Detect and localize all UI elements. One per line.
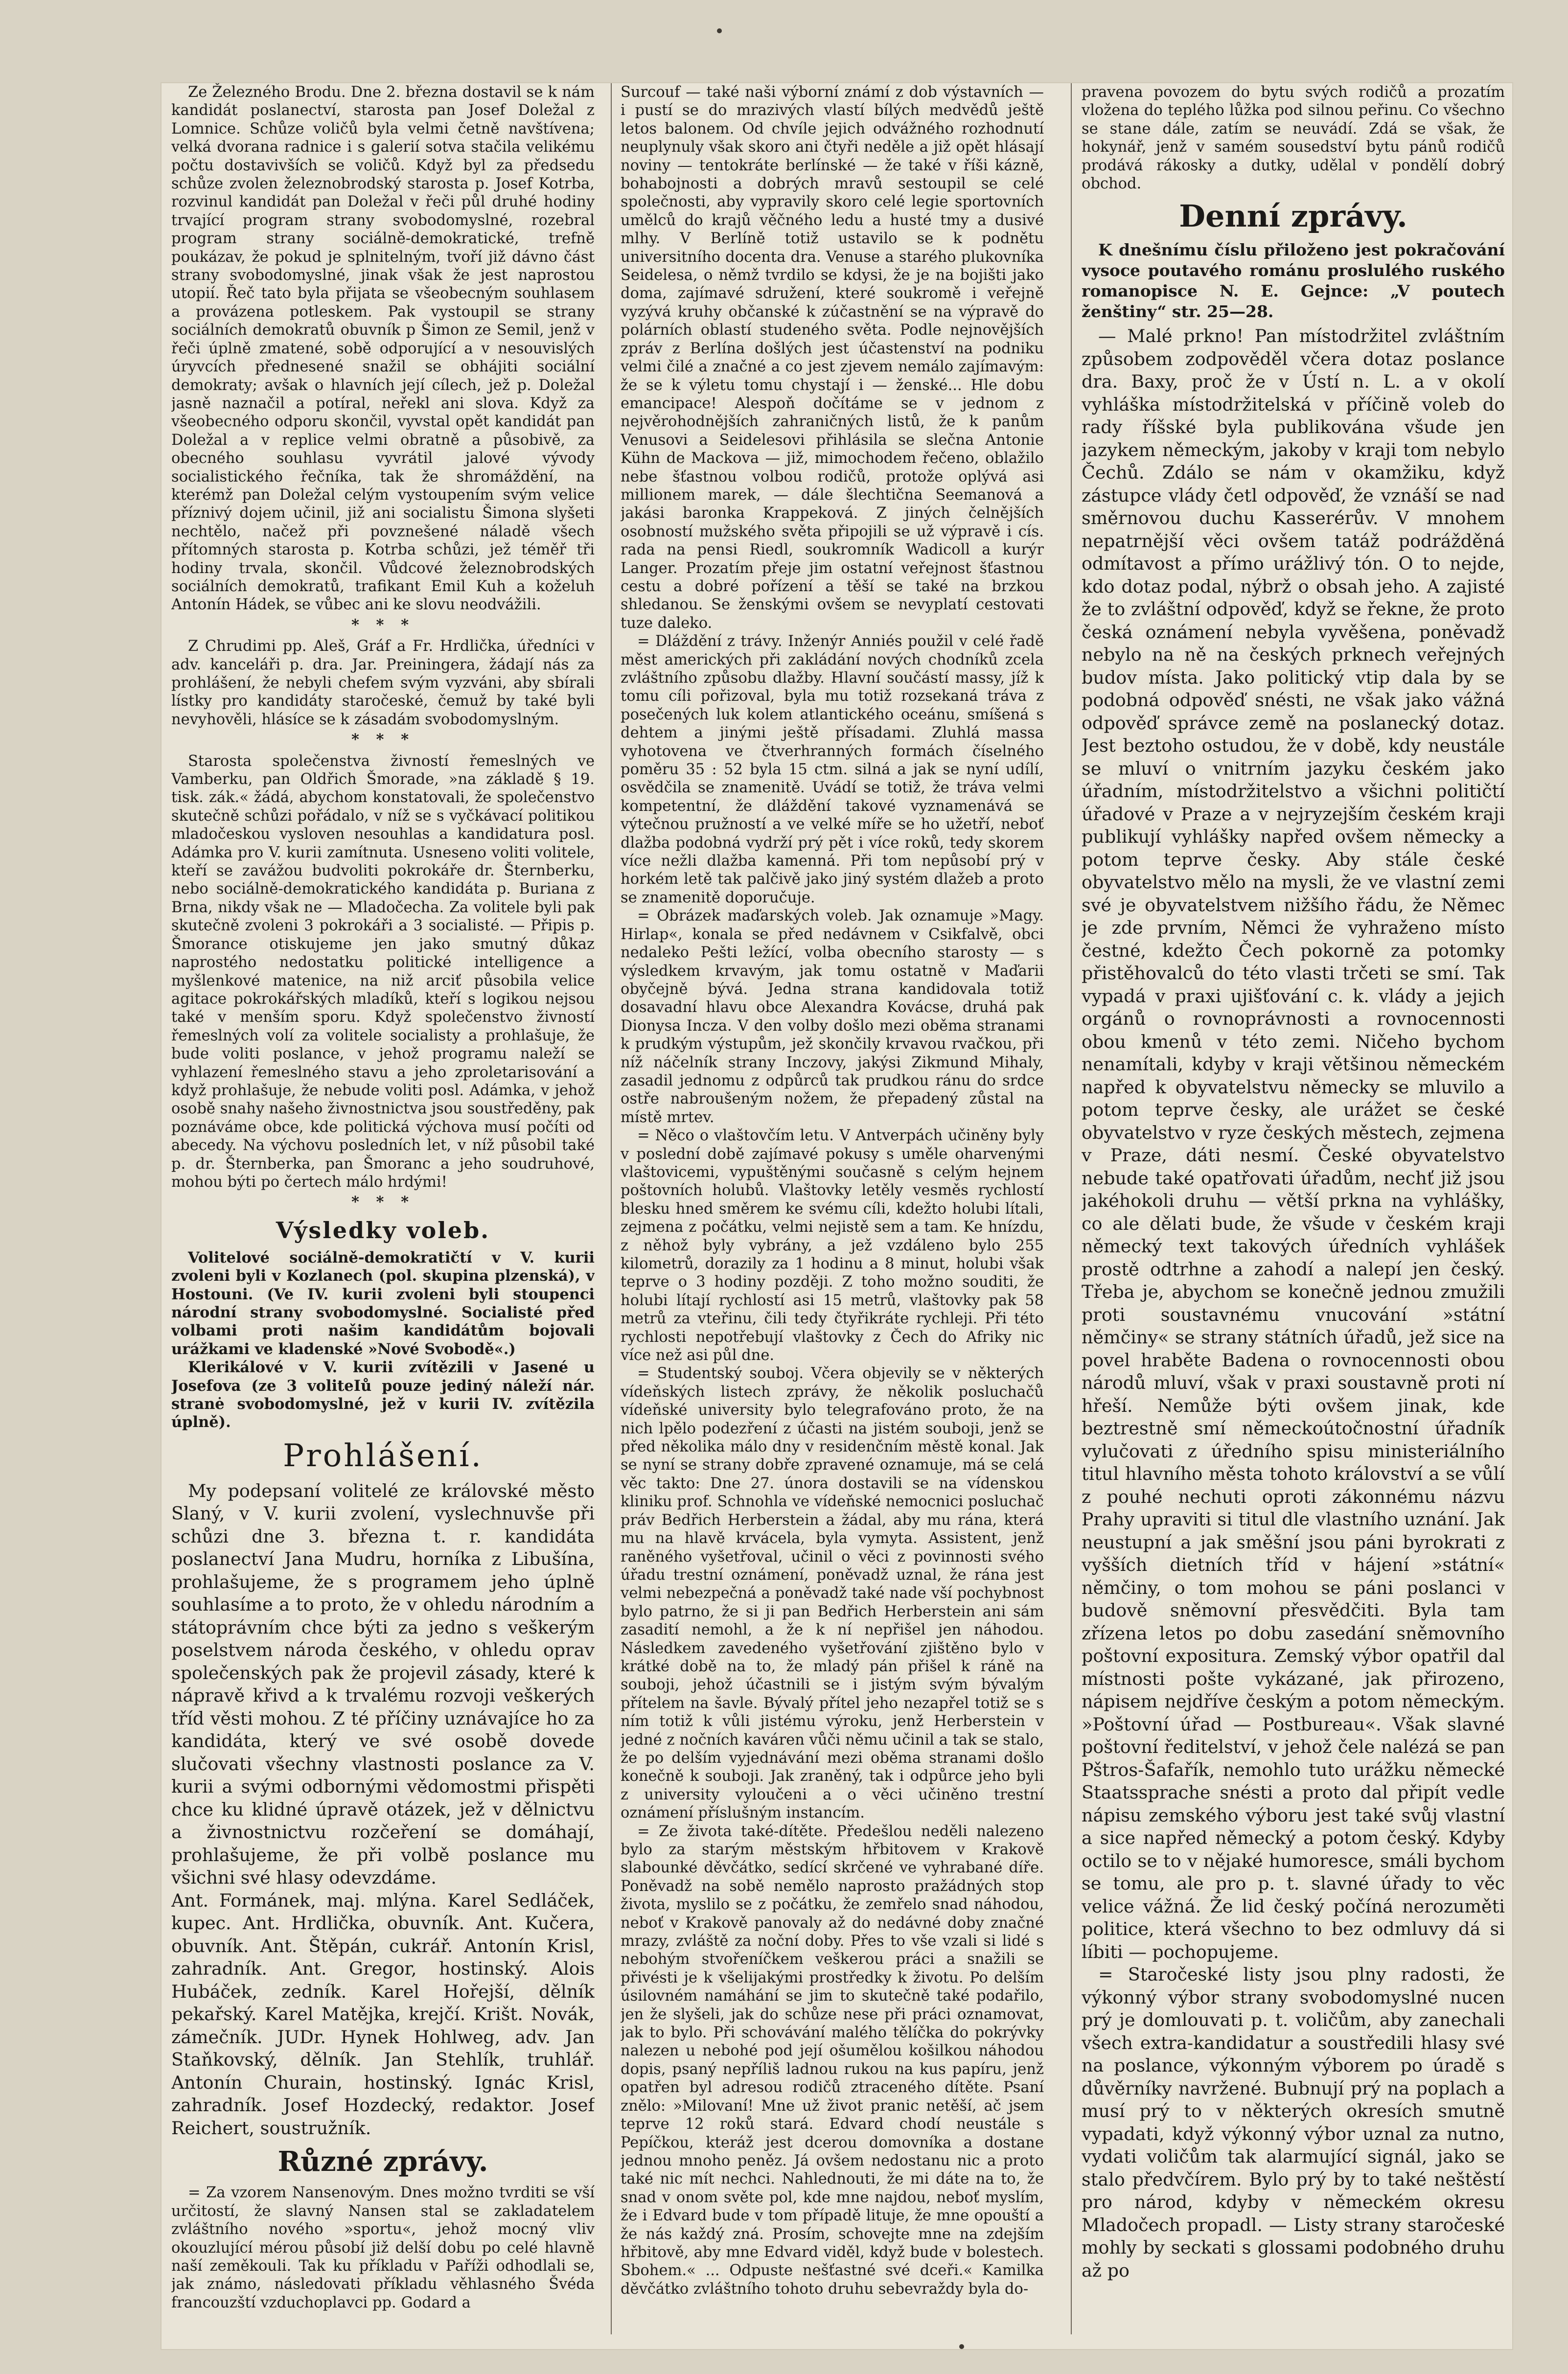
section-heading: Prohlášení.	[283, 1437, 483, 1474]
article-paragraph: = Za vzorem Nansenovým. Dnes možno tvrditi se vší určitostí, že slavný Nansen stal se zakladatelem zvláštního nového »sportu«, jehož mocný vliv okouzlující mérou působí již delší dobu po celé hlavně naší zeměkouli. Tak ku příkladu v Paříži odhodlali se, jak známo, následovati příkladu věhlasného Švéda francouzští vzduchoplavci pp. Godard a	[171, 2184, 595, 2311]
article-paragraph: Ze Železného Brodu. Dne 2. března dostavil se k nám kandidát poslanectví, starosta pan Josef Doležal z Lomnice. Schůze voličů byla velmi četně navštívena; velká dvorana radnice i s galerií sotva stačila velikému počtu dostavivších se voličů. Když byl za předsedu schůze zvolen železnobrodský starosta p. Josef Kotrba, rozvinul kandidát pan Doležal v řeči půl druhé hodiny trvající program strany svobodomyslné, rozebral program strany sociálně-demokratické, trefně poukázav, že pokud je splnitelným, tvoří již dávno část strany svobodomyslné, jinak však že jest naprostou utopií. Řeč tato byla přijata se všeobecným souhlasem a provázena potleskem. Pak vystoupil se strany sociálních demokratů obuvník p Šimon ze Semil, jenž v řeči úplně zmatené, sobě odporující a v nesouvislých úryvcích přednesené snažil se obhájiti sociální demokraty; avšak o hlavních její cílech, jež p. Doležal jasně naznačil a potíral, neřekl ani slova. Když za všeobecného odporu skončil, vyvstal opět kandidát pan Doležal a v replice velmi obratně a působivě, za obecného souhlasu vyvrátil jalové vývody socialistického řečníka, tak že shromáždění, na kterémž pan Doležal celým vystoupením svým velice příznivý dojem učinil, již ani socialistu Šimona slyšeti nechtělo, načež při povznešené náladě všech přítomných starosta p. Kotrba schůzi, jež téměř tři hodiny trvala, skončil. Vůdcové železnobrodských sociálních demokratů, trafikant Emil Kuh a koželuh Antonín Hádek, se vůbec ani ke slovu neodvážili.	[171, 84, 595, 614]
article-paragraph: Surcouf — také naši výborní známí z dob výstavních — i pustí se do mrazivých vlastí bílých medvědů ještě letos balonem. Od chvíle jejich odvážného rozhodnutí neuplynuly však skoro ani čtyři neděle a již opět hlásají noviny — tentokráte berlínské — že také v říši kázně, bohabojnosti a dobrých mravů sestoupil se celé společnosti, aby vypravily skoro celé legie sportovních umělců do krajů věčného ledu a husté tmy a dusivé mlhy. V Berlíně totiž ustavilo se k podnětu universitního docenta dra. Venuse a starého plukovníka Seidelesa, o němž tvrdilo se kdysi, že je na bojišti jako doma, zajímavé sdružení, které soukromě i veřejně vyzývá kruhy občanské k zúčastnění se na výpravě do polárních oblastí studeného světa. Podle nejnovějších zpráv z Berlína došlých jest účastenství na podniku velmi čilé a značné a co jest zjevem nemálo zajímavým: že se k výletu tomu chystají i — ženské... Hle dobu emancipace! Alespoň dočítáme se v jednom z nejvěrohodnějších zahraničných listů, že k panům Venusovi a Seidelesovi přihlásila se slečna Antonie Kühn de Mackova — již, mimochodem řečeno, oblažilo nebe šťastnou volbou rodičů, protože oplývá asi millionem marek, — dále šlechtična Seemanová a jakási baronka Krappeková. Z jiných čelnějších osobností mužského světa připojili se už výpravě i cís. rada na pensi Riedl, soukromník Wadicoll a kurýr Langer. Prozatím přeje jim ostatní veřejnost šťastnou cestu a dobré pořízení a těší se také na brzkou shledanou. Se ženskými ovšem se nevyplatí cestovati tuze daleko.	[621, 84, 1044, 632]
article-paragraph: Starosta společenstva živností řemeslných ve Vamberku, pan Oldřich Šmorade, »na základě § 19. tisk. zák.« žádá, abychom konstatovali, že společenstvo skutečně schůzi pořádalo, v níž se s vyčkávací politikou mladočeskou vysloven nesouhlas a kandidatura posl. Adámka pro V. kurii zamítnuta. Usneseno voliti volitele, kteří se zavážou budvoliti pokrokáře dr. Šternberku, nebo sociálně-demokratického kandidáta p. Buriana z Brna, nikdy však ne — Mladočecha. Za volitele byli pak skutečně zvoleni 3 pokrokáři a 3 socialisté. — Připis p. Šmorance otiskujeme jen jako smutný důkaz naprostého nedostatku politické intelligence a myšlenkové matenice, na niž arciť působila velice agitace pokrokářských mladíků, kteří s logikou nejsou také v menším sporu. Když společenstvo živností řemeslných volí za volitele socialisty a prohlašuje, že bude voliti poslance, v jehož programu naleží se vyhlazení řemeslného stavu a jeho zproletarisování a když prohlašuje, že nebude voliti posl. Adámka, v jehož osobě snahy našeho živnostnictva jsou soustředěny, pak poznáváme obce, kde politická výchova musí počíti od abecedy. Na výchovu posledních let, v níž působil také p. dr. Šternberka, pan Šmoranc a jeho soudruhové, mohou býti po čertech málo hrdými!	[171, 752, 595, 1191]
article-paragraph: = Staročeské listy jsou plny radosti, že výkonný výbor strany svobodomyslné nucen prý je domlouvati p. t. voličům, aby zanechali všech extra-kandidatur a soustředili hlasy své na poslance, výkonným výborem po úradě s důvěrníky navržené. Bubnují prý na poplach a musí prý to v některých okresích smutně vypadati, když výkonný výbor uznal za nutno, vydati voličům tak alarmující signál, jako se stalo předvčírem. Bylo prý by to také neštěstí pro národ, kdyby v německém okresu Mladočech propadl. — Listy strany staročeské mohly by seckati s glossami podobného druhu až po	[1082, 1964, 1505, 2281]
section-heading: Výsledky voleb.	[276, 1217, 490, 1244]
column-divider	[1071, 83, 1072, 2334]
supplement-notice: K dnešnímu číslu přiloženo jest pokračování vysoce poutavého románu proslulého ruského romanopisce N. E. Gejnce: „V poutech ženštiny“ str. 25—28.	[1082, 240, 1505, 322]
article-paragraph: = Obrázek maďarských voleb. Jak oznamuje »Magy. Hirlap«, konala se před nedávnem v Csikfalvě, obci nedaleko Pešti ležící, volba obecního starosty — s výsledkem krvavým, jak tomu ostatně v Maďarii obyčejně bývá. Jedna strana kandidovala totiž dosavadní hlavu obce Alexandra Kovácse, druhá pak Dionysa Incza. V den volby došlo mezi oběma stranami k prudkým výstupům, jež skončily krvavou rvačkou, při níž náčelník strany Inczovy, jakýsi Zikmund Mihaly, zasadil jednomu z odpůrců tak prudkou ránu do srdce ostře nabroušeným nožem, že přepadený zůstal na místě mrtev.	[621, 907, 1044, 1126]
column-3	[1082, 83, 1505, 2334]
section-separator: * * *	[351, 616, 415, 634]
article-paragraph: Klerikálové v V. kurii zvítězili v Jasené u Josefova (ze 3 voliteIů pouze jediný náleží nár. stranė svobodomyslné, jež v kurii IV. zvítězila úplně).	[171, 1359, 595, 1431]
section-separator: * * *	[351, 1193, 415, 1211]
article-paragraph: My podepsaní volitelé ze královské město Slaný, v V. kurii zvolení, vyslechnuvše při schůzi dne 3. března t. r. kandidáta poslanectví Jana Mudru, horníka z Libušína, prohlašujeme, že s programem jeho úplně souhlasíme a to proto, že v ohledu národním a státoprávním chce býti za jedno s veškerým poselstvem národa českého, v ohledu oprav společenských pak že projevil zásady, které k nápravě křivd a k trvalému rozvoji veškerých tříd věsti mohou. Z té příčiny uznávajíce ho za kandidáta, který ve své osobě dovede slučovati všechny vlastnosti poslance za V. kurii a svými odbornými vědomostmi přispěti chce ku klidné úpravě otázek, jež v dělnictvu a živnostnictvu rozčeření se domáhají, prohlašujeme, že při volbě poslance mu všichni své hlasy odevzdáme.	[171, 1480, 595, 1889]
columns	[161, 83, 1512, 2334]
page-top-dot	[717, 28, 722, 33]
article-paragraph: = Ze života také-dítěte. Předešlou neděli nalezeno bylo za starým městským hřbitovem v Krakově slabounké děvčátko, sedící skrčené ve vyhrabané díře. Poněvadž na sobě nemělo naprosto pražádných stop života, myslilo se z počátku, že zemřelo snad náhodou, neboť v Krakově panovaly až do nedávné doby značné mrazy, zvláště za noční doby. Přes to vše vzali si lidé s nebohým stvořeníčkem veškerou práci a snažili se přivésti je k všelijakými prostředky k životu. Po delším úsilovném namáhání se jim to skutečně také podařilo, jen že slyšeli, jak do schůze nese při práci oznamovat, jak to bylo. Při schovávání malého tělíčka do pokrývky nalezen u nebohé pod její ošumělou košilkou náhodou dopis, psaný nepříliš ladnou rukou na kus papíru, jenž opatřen byl adresou rodičů ztraceného dítěte. Psaní znělo: »Milovaní! Mne už život pranic netěší, ač jsem teprve 12 roků stará. Edvard chodí neustále s Pepíčkou, kteráž jest dcerou domovníka a dostane jednou mnoho peněz. Já ovšem nedostanu nic a proto také nic mít nechci. Nahlednouti, že mi dáte na to, že snad v onom světe pol, kde mne najdou, neboť myslím, že i Edvard bude v tom případě lituje, že mne opouští a že nás každý zná. Prosím, schovejte mne na zdejším hřbitově, aby mne Edvard viděl, když bude v bolestech. Sbohem.« ... Odpuste nešťastné své dceři.« Kamilka děvčátko zvláštního tohoto druhu sebevraždy byla do-	[621, 1822, 1044, 2298]
article-paragraph: = Studentský souboj. Včera objevily se v některých vídeňských listech zprávy, že několik posluchačů vídeňské university bylo telegrafováno proto, že na nich lpělo podezření z účasti na jistém souboji, jenž se před několika málo dny v residenčním městě konal. Jak se nyní se strany dobře zpravené oznamuje, má se celá věc takto: Dne 27. února dostavili se na vídenskou kliniku prof. Schnohla ve vídeňské nemocnici posluchač práv Bedřich Herberstein a žádal, aby mu rána, která mu na hlavě krvácela, byla vymyta. Assistent, jenž raněného vyšetřoval, učinil o věci z povinnosti svého úřadu trestní oznámení, poněvadž uznal, že rána jest velmi nebezpečná a poněvadž také nade vší pochybnost bylo patrno, že si ji pan Bedřich Herberstein ani sám zasadití nemohl, a že k ní nepřišel jen náhodou. Následkem zavedeného vyšetřování zjištěno bylo v krátké době na to, že mladý pán přišel k ráně na souboji, jehož účastnili se i jistým svým bývalým přítelem na šavle. Bývalý přítel jeho nezapřel totiž se s ním totiž k vůli jistému výroku, jenž Herberstein v jedné z nočních kaváren vůči němu učinil a tak se stalo, že po delším vyjednávání mezi oběma stranami došlo konečně k souboji. Jak zraněný, tak i odpůrce jeho byli z university vyloučeni a o věci učiněno trestní oznámení příslušným instancím.	[621, 1365, 1044, 1822]
column-1	[171, 83, 595, 2334]
section-heading: Denní zprávy.	[1179, 198, 1407, 234]
article-paragraph: Z Chrudimi pp. Aleš, Gráf a Fr. Hrdlička, úředníci v adv. kanceláři p. dra. Jar. Preiningera, žádají nás za prohlášení, že nebyli chefem svým vyzváni, aby sbírali lístky pro kandidáty staročeské, čemuž by také byli nevyhověli, hlásíce se k zásadám svobodomyslným.	[171, 638, 595, 728]
section-heading: Různé zprávy.	[277, 2145, 488, 2178]
column-divider	[611, 83, 612, 2334]
section-separator: * * *	[351, 731, 415, 749]
article-paragraph: = Dláždění z trávy. Inženýr Anniés použil v celé řadě měst amerických při zakládání nových chodníků zcela zvláštního způsobu dlažby. Hlavní součástí massy, jíž k tomu cíli pořizoval, byla mu totiž rozsekaná tráva z posečených luk kolem atlantického oceánu, smíšená s dehtem a jinými ještě přísadami. Zluhlá massa vyhotovena ve čtverhranných formách číselného poměru 35 : 52 byla 15 ctm. silná a jak se nyní udílí, osvědčila se znamenitě. Uvádí se totiž, že tráva velmi kompetentní, že dláždění takové vyznamenává se výtečnou pružností a ve velké míře se ho užetří, neboť dlažba podobná vydrží prý pět i více roků, tedy skorem více nežli dlažba kamenná. Při tom nepůsobí prý v horkém letě tak palčivě jako jiný systém dlažeb a proto se znamenitě doporučuje.	[621, 633, 1044, 906]
column-2	[621, 83, 1044, 2334]
article-paragraph: Ant. Formánek, maj. mlýna. Karel Sedláček, kupec. Ant. Hrdlička, obuvník. Ant. Kučera, obuvník. Ant. Štěpán, cukrář. Antonín Krisl, zahradník. Ant. Gregor, hostinský. Alois Hubáček, zedník. Karel Hořejší, dělník pekařský. Karel Matějka, krejčí. Krišt. Novák, zámečník. JUDr. Hynek Hohlweg, adv. Jan Staňkovský, dělník. Jan Stehlík, truhlář. Antonín Churain, hostinský. Ignác Krisl, zahradník. Josef Hozdecký, redaktor. Josef Reichert, soustružník.	[171, 1890, 595, 2139]
article-paragraph: Volitelové sociálně-demokratičtí v V. kurii zvoleni byli v Kozlanech (pol. skupina plzenská), v Hostouni. (Ve IV. kurii zvoleni byli stoupenci národní strany svobodomyslné. Socialisté před volbami proti našim kandidátům bojovali urážkami ve kladenské »Nové Svobodě«.)	[171, 1248, 595, 1358]
newspaper-page	[161, 83, 1512, 2349]
article-paragraph: — Malé prkno! Pan místodržitel zvláštním způsobem zodpověděl včera dotaz poslance dra. Baxy, proč že v Ústí n. L. a v okolí vyhláška místodržitelská v příčině voleb do rady říšské byla publikována všude jen jazykem německým, jakoby v kraji tom nebylo Čechů. Zdálo se nám v okamžiku, když zástupce vlády četl odpověď, že vznáší se nad směrnovou duchu Kasserérův. V mnohem nepatrnější věci ovšem tatáž podrážděná odmítavost a přímo urážlivý tón. O to nejde, kdo dotaz podal, nýbrž o obsah jeho. A zajisté že to zvláštní odpověď, když se řekne, že proto česká oznámení nebyla vyvěšena, poněvadž nebylo na ně na českých prknech veřejných budov místa. Jako politický vtip dala by se podobná odpověď snésti, ne však jako vážná odpověď správce země na poslanecký dotaz. Jest beztoho ostudou, že v době, kdy neustále se mluví o vnitrním jazyku českém jako úřadním, místodržitelstvo a všichni političtí úřadové v Praze a v nejryzejším českém kraji publikují vyhlášky napřed ovšem německy a potom teprve česky. Aby stále české obyvatelstvo mělo na mysli, že ve vlastní zemi své je obyvatelstvem nižšího řádu, že Němec je zde prvním, Němci že vyhraženo místo čestné, kdežto Čech pokorně za potomky přistěhovalců do této vlasti trčeti se smí. Tak vypadá v praxi ujišťování c. k. vlády a jejich orgánů o rovnoprávnosti a rovnocennosti obou kmenů v této zemi. Ničeho bychom nenamítali, kdyby v kraji většinou německém napřed k obyvatelstvu německy se mluvilo a potom teprve česky, ale urážet se české obyvatelstvo v ryze českých městech, zejmena v Praze, dáti nesmí. České obyvatelstvo nebude také opatřovati úřadům, nechť již jsou jakéhokoli druhu — větší prkna na vyhlášky, co ale dělati bude, že všude v českém kraji německý text takových úředních vyhlášek prostě odtrhne a zahodí a nalepí jen český. Třeba je, abychom se konečně jednou zmužili proti soustavnému vnucování »státní němčiny« se strany státních úřadů, jež sice na povel hraběte Badena o rovnocennosti obou národů mluví, však v praxi soustavně proti ní hřeší. Nemůže býti ovšem jinak, kde beztrestně smí německoútočnostní úřadník vylučovati z úředního spisu ministeriálního titul hlavního města tohoto království a se vůlí z pouhé nechuti oproti zákonnému názvu Prahy upraviti si titul dle vlastního uznání. Jak neustupní a jak směšní jsou páni byrokrati z vyšších dietních tříd v hájení »státní« němčiny, o tom mohou se páni poslanci v budově sněmovní přesvědčiti. Byla tam zřízena letos po dobu zasedání sněmovního poštovní expositura. Zemský výbor opatřil dal místnosti pošte vykázané, jak přirozeno, nápisem nejdříve českým a potom německým. »Poštovní úřad — Postbureau«. Však slavné poštovní ředitelství, v jehož čele nalézá se pan Pštros-Šafařík, nemohlo tuto urážku německé Staatssprache snésti a proto dal připít vedle nápisu zemského výboru jest také svůj vlastní a sice napřed německý a potom český. Kdyby octilo se to v nějaké humoresce, smáli bychom se tomu, ale pro p. t. slavné úřady to věc velice vážná. Že lid český počíná nerozuměti politice, která všechno to bez odmluvy dá si líbiti — pochopujeme.	[1082, 325, 1505, 1962]
article-paragraph: = Něco o vlaštovčím letu. V Antverpách učiněny byly v poslední době zajímavé pokusy s uměle oharvenými vlaštovicemi, vypuštěnými současně s celým hejnem poštovních holubů. Vlaštovky letěly vesměs rychlostí blesku hned směrem ke svému cíli, kdežto holubi lítali, zejmena z počátku, velmi nejistě sem a tam. Ke hnízdu, z něhož byly vybrány, a jež vzdáleno bylo 255 kilometrů, dorazily za 1 hodinu a 8 minut, holubi však teprve o 3 hodiny později. Z toho možno souditi, že holubi lítají rychlostí asi 15 metrů, vlaštovky pak 58 metrů za vteřinu, čili tedy čtyřikráte rychleji. Při této rychlosti nepotřebují vlaštovky z Čech do Afriky nic více než asi půl dne.	[621, 1127, 1044, 1364]
page-bottom-dot	[959, 2344, 964, 2349]
article-paragraph: pravena povozem do bytu svých rodičů a prozatím vložena do teplého lůžka pod silnou peřinu. Co všechno se stane dále, zatím se neuvádí. Zdá se však, že hokynář, jenž v samém sousedství bytu pánů rodičů prodává rákosky a dutky, udělal v pondělí dobrý obchod.	[1082, 84, 1505, 193]
